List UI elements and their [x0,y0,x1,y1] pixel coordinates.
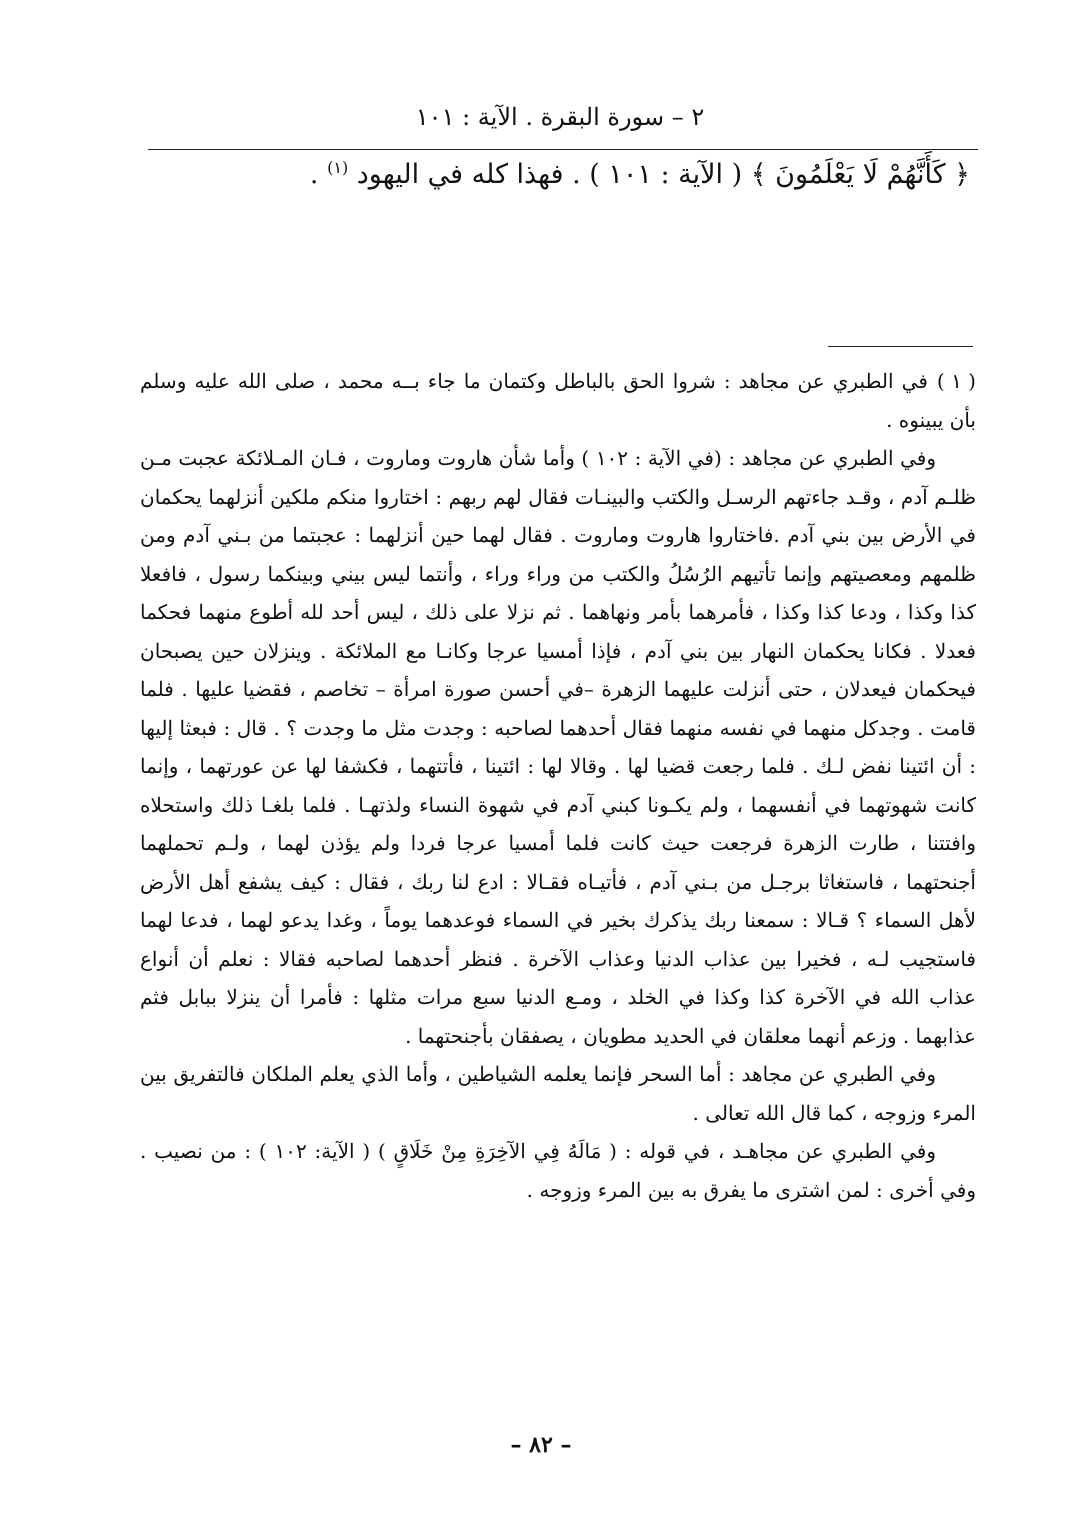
running-header [150,103,970,131]
verse-end: . [309,159,328,190]
footnote-paragraph-3: وفي الطبري عن مجاهد : أما السحر فإنما يعلمه الشياطين ، وأما الذي يعلم الملكان فالتفريق بين المرء وزوجه ، كما قال الله تعالى . [140,1062,976,1125]
footnote-1-text: في الطبري عن مجاهد : شروا الحق بالباطل وكتمان ما جاء بــه محمد ، صلى الله عليه وسلم بأن يبينوه . [140,369,976,432]
running-title: ٢ – سورة البقرة . الآية : ١٠١ [415,103,705,131]
footnote-paragraph-2: وفي الطبري عن مجاهد : (في الآية : ١٠٢ ) وأما شأن هاروت وماروت ، فـان المـلائكة عجبت مـن ظلـم آدم ، وقـد جاءتهم الرسـل والكتب والبينـات فقال لهم ربهم : اختاروا منكم ملكين أنزلهما يحكمان في الأرض بين بني آدم .فاختاروا هاروت وماروت . فقال لهما حين أنزلهما : عجبتما من بـني آدم ومن ظلمهم ومعصيتهم وإنما تأتيهم الرُسُلُ والكتب من وراء وراء ، وأنتما ليس بيني وبينكما رسول ، فافعلا كذا وكذا ، ودعا كذا وكذا ، فأمرهما بأمر ونهاهما . ثم نزلا على ذلك ، ليس أحد لله أطوع منهما فحكما فعدلا . فكانا يحكمان النهار بين بني آدم ، فإذا أمسيا عرجا وكانـا مع الملائكة . وينزلان حين يصبحان فيحكمان فيعدلان ، حتى أنزلت عليهما الزهرة –في أحسن صورة امرأة – تخاصم ، فقضيا عليها . فلما قامت . وجدكل منهما في نفسه منهما فقال أحدهما لصاحبه : وجدت مثل ما وجدت ؟ . قال : فبعثا إليها : أن ائتينا نفض لـك . فلما رجعت قضيا لها . وقالا لها : ائتينا ، فأتتهما ، فكشفا لها عن عورتهما ، وإنما كانت شهوتهما في أنفسهما ، ولم يكـونا كبني آدم في شهوة النساء ولذتهـا . فلما بلغـا ذلك واستحلاه وافتتنا ، طارت الزهرة فرجعت حيث كانت فلما أمسيا عرجا فردا ولم يؤذن لهما ، ولـم تحملهما أجنحتهما ، فاستغاثا برجـل من بـني آدم ، فأتيـاه فقـالا : ادع لنا ربك ، فقال : كيف يشفع أهل الأرض لأهل السماء ؟ قـالا : سمعنا ربك يذكرك بخير في السماء فوعدهما يوماً ، وغدا يدعو لهما ، فدعا لهما فاستجيب لـه ، فخيرا بين عذاب الدنيا وعذاب الآخرة . فنظر أحدهما لصاحبه فقالا : نعلم أن أنواع عذاب الله في الآخرة كذا وكذا في الخلد ، ومـع الدنيا سبع مرات مثلها : فأمرا أن ينزلا ببابل فثم عذابهما . وزعم أنهما معلقان في الحديد مطويان ، يصفقان بأجنحتهما . [140,446,976,1048]
verse-line [140,158,970,190]
footnote-1 [140,362,976,439]
page-number: – ٨٢ – [510,1432,572,1458]
footnote-marker: (١) [327,158,349,177]
footnote-divider [828,346,973,347]
footnotes-block [140,362,976,1209]
footnote-number: ( ١ ) [936,369,976,393]
verse-text: ﴿ كَأَنَّهُمْ لَا يَعْلَمُونَ ﴾ ( الآية : ١٠١ ) . فهذا كله في اليهود [356,159,970,190]
header-divider [148,149,978,150]
footnote-paragraph-4: وفي الطبري عن مجاهـد ، في قوله : ( مَالَهُ فِي الآخِرَةِ مِنْ خَلَاقٍ ) ( الآية: ١٠٢ ) : من نصيب . وفي أخرى : لمن اشترى ما يفرق به بين المرء وزوجه . [140,1139,976,1202]
